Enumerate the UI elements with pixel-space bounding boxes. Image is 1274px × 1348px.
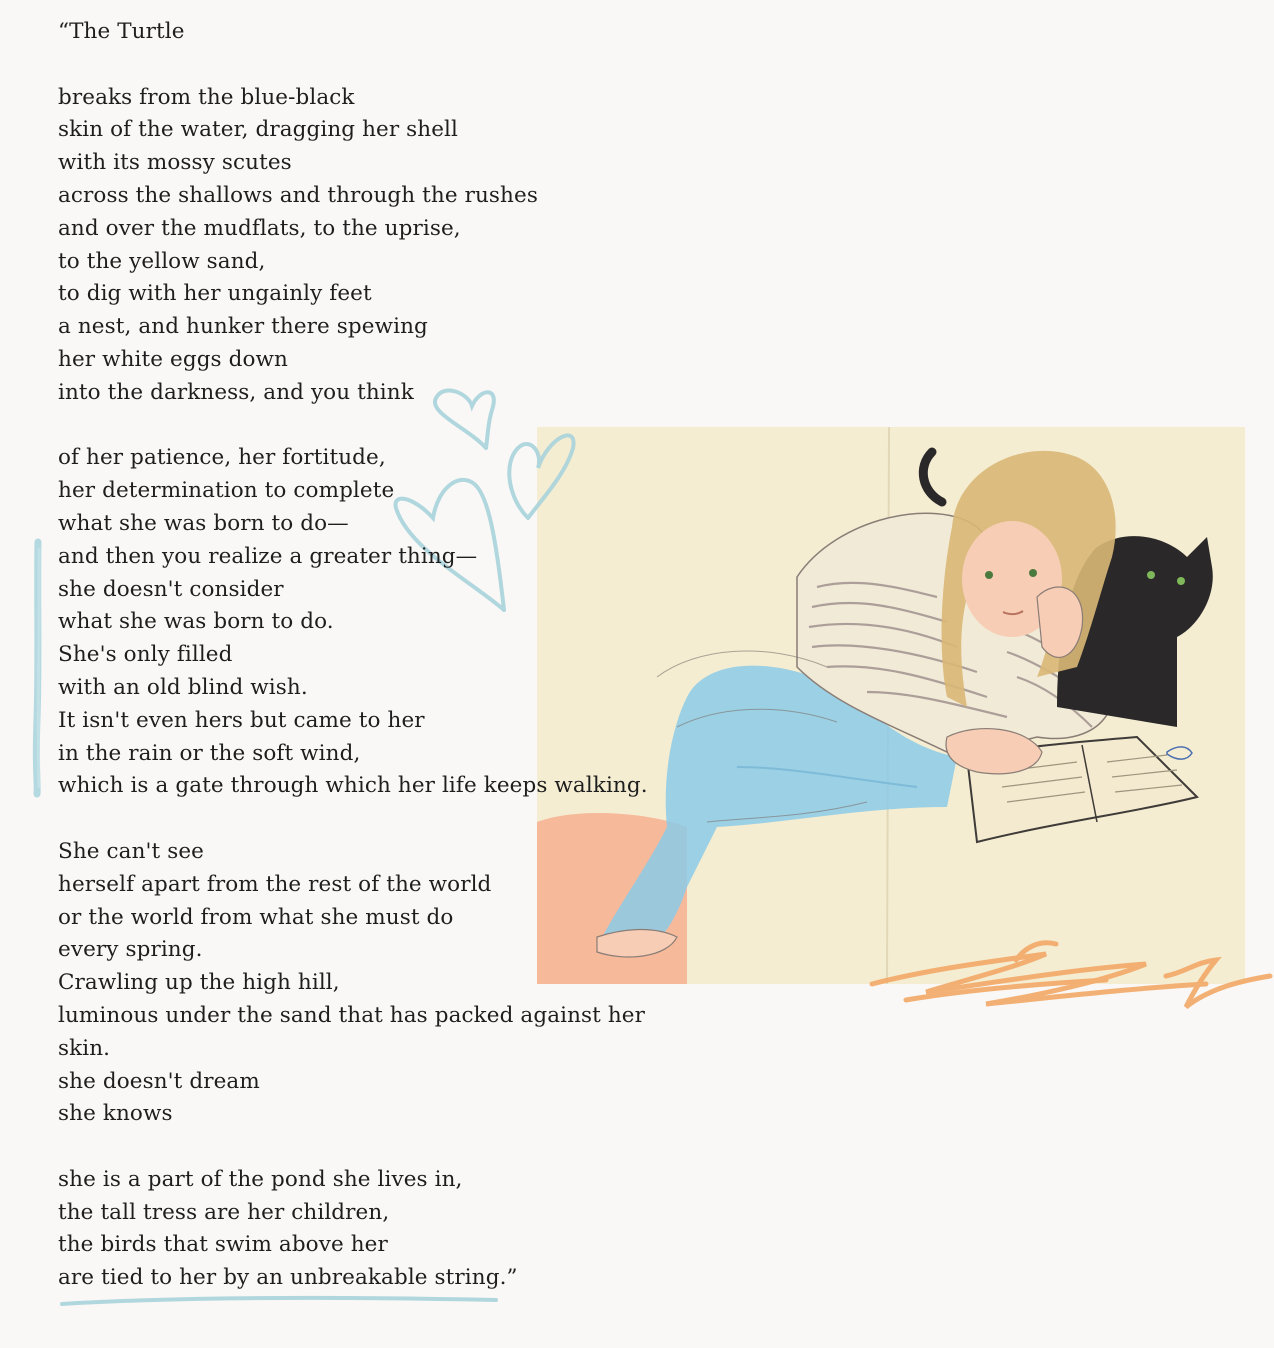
poem-line: Crawling up the high hill, xyxy=(58,970,340,996)
poem-line: She can't see xyxy=(58,838,205,864)
poem-line: which is a gate through which her life keeps walking. xyxy=(58,773,648,799)
poem-line: with its mossy scutes xyxy=(58,150,292,176)
poem-line: her determination to complete xyxy=(58,478,395,504)
poem-line: what she was born to do. xyxy=(58,609,334,635)
poem-line: every spring. xyxy=(58,937,203,963)
poem-line: she knows xyxy=(58,1101,173,1127)
poem-line: across the shallows and through the rushes xyxy=(58,182,538,208)
poem-line: breaks from the blue-black xyxy=(58,84,355,110)
poem-line: with an old blind wish. xyxy=(58,674,308,700)
poem-line: into the darkness, and you think xyxy=(58,379,414,405)
stanza xyxy=(58,1164,648,1295)
poem-line: “The Turtle xyxy=(58,19,185,44)
poem-line: luminous under the sand that has packed against her xyxy=(58,1002,645,1028)
poem-line: skin of the water, dragging her shell xyxy=(58,117,459,143)
poem-the-turtle xyxy=(58,16,648,1295)
poem-line: and then you realize a greater thing— xyxy=(58,543,478,569)
poem-line: in the rain or the soft wind, xyxy=(58,740,361,766)
stanza-title xyxy=(58,16,648,49)
stanza-break xyxy=(58,49,648,82)
poem-line: to the yellow sand, xyxy=(58,248,266,274)
stanza-break xyxy=(58,410,648,443)
poem-line: she doesn't dream xyxy=(58,1068,260,1094)
poem-line: of her patience, her fortitude, xyxy=(58,445,386,471)
stanza-break xyxy=(58,1131,648,1164)
stanza xyxy=(58,82,648,410)
poem-line: herself apart from the rest of the world xyxy=(58,871,492,897)
poem-line: or the world from what she must do xyxy=(58,904,454,930)
poem-line: the birds that swim above her xyxy=(58,1232,388,1258)
stanza xyxy=(58,836,648,1131)
poem-line: a nest, and hunker there spewing xyxy=(58,314,428,340)
poem-line: she doesn't consider xyxy=(58,576,284,602)
poem-line: She's only filled xyxy=(58,642,233,668)
poem-line: and over the mudflats, to the uprise, xyxy=(58,215,461,241)
poem-line: she is a part of the pond she lives in, xyxy=(58,1166,463,1192)
poem-line: It isn't even hers but came to her xyxy=(58,707,425,733)
poem-line: what she was born to do— xyxy=(58,510,349,536)
poem-line: are tied to her by an unbreakable string.” xyxy=(58,1265,518,1291)
stanza xyxy=(58,442,648,803)
poem-line: skin. xyxy=(58,1035,111,1061)
poem-line: her white eggs down xyxy=(58,346,288,372)
blue-crayon-bar xyxy=(30,538,46,798)
stanza-break xyxy=(58,803,648,836)
poem-line: the tall tress are her children, xyxy=(58,1199,390,1225)
poem-line: to dig with her ungainly feet xyxy=(58,281,372,307)
